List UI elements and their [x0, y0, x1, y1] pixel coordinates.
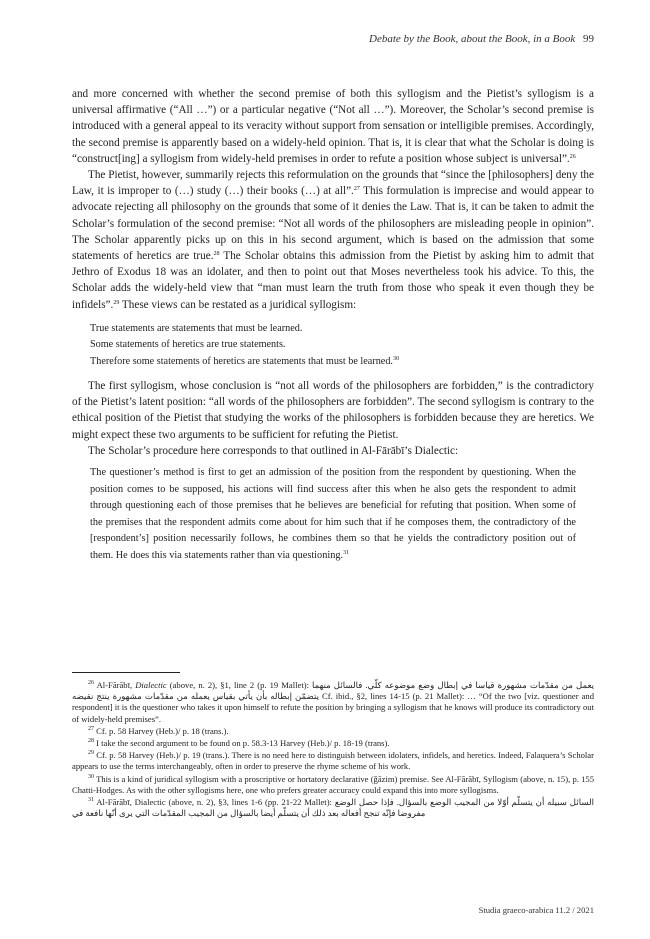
syllogism-line-3-text: Therefore some statements of heretics are statements that must be learned. — [90, 355, 393, 367]
footnote-26-text-a: Al-Fārābī, — [96, 680, 136, 690]
footnote-num-26: 26 — [88, 680, 94, 686]
footnote-num-28: 28 — [88, 738, 94, 745]
running-title: Debate by the Book, about the Book, in a Book — [369, 33, 576, 45]
footnote-29-text: Cf. p. 58 Harvey (Heb.)/ p. 19 (trans.). There is no need here to distinguish between idolaters, infidels, and heretics. Indeed, Falaquera’s Scholar appears to use the terms interchangeably, often in order to preserve the rhyme scheme of his work. — [72, 750, 594, 772]
running-header — [369, 33, 594, 45]
paragraph-1-text: and more concerned with whether the second premise of both this syllogism and the Pietist’s syllogism is a universal affirmative (“All …”) or a particular negative (“Not all …”). Moreover, the Scholar’s second premise is introduced with a general appeal to its veracity without support from sensation or intelligible premises. Accordingly, the second premise is apparently based on a widely-held opinion. That is, it is clear that what the Scholar is doing is “construct[ing] a syllogism from widely-held premises in order to refute a position whose subject is universal”. — [72, 88, 594, 165]
footnote-28 — [72, 738, 594, 749]
page-number: 99 — [583, 33, 594, 45]
footnote-27-text: Cf. p. 58 Harvey (Heb.)/ p. 18 (trans.). — [96, 725, 229, 736]
paragraph-3: The first syllogism, whose conclusion is “not all words of the philosophers are forbidden,” is the contradictory of the Pietist’s latent position: “all words of the philosophers are forbidden”. The second syllogism is contrary to the ethical position of the Pietist that studying the works of the philosophers is forbidden because they are heretics. We might expect these two arguments to be sufficient for refuting the Pietist. — [72, 380, 594, 441]
block-quote-text: The questioner’s method is first to get an admission of the position from the respondent by questioning. When the position comes to be supposed, his actions will find success after this when he also gets the respondent to admit through questioning each of those premises that he believes are beneficial for refuting that position. When some of the premises that the respondent admits come about for him such that if he composes them, the contradictory of the [respondent’s] position necessarily follows, he combines them so that he yields the contradictory position out of them. He does this via statements rather than via questioning. — [90, 467, 576, 562]
footnote-26-text-c: Cf. ibid., §2, lines 14-15 (p. 21 Mallet): … “Of the two [viz. questioner and respondent] it is the questioner who takes it upon himself to refute the position by bringing a syllogism that he knows will produce its contradictory out of widely-held premises”. — [72, 691, 595, 724]
footnote-ref-30[interactable]: 30 — [392, 355, 399, 362]
footnote-ref-29[interactable]: 29 — [113, 299, 120, 306]
footnote-26-text-b: (above, n. 2), §1, line 2 (p. 19 Mallet): — [166, 680, 313, 690]
footnote-num-31: 31 — [88, 797, 94, 804]
syllogism-line-3 — [90, 354, 594, 370]
journal-footer: Studia graeco-arabica 11.2 / 2021 — [478, 905, 594, 915]
footnote-ref-27[interactable]: 27 — [353, 186, 360, 193]
paragraph-2-text-b: This formulation is imprecise and would appear to advocate rejecting all philosophy on the grounds that some of it denies the Law. That is, it can be taken to admit the Scholar’s formulation of the second premise: “Not all words of the philosophers are misleading people in opinion”. The Scholar apparently picks up on this in his second argument, which is based on the admission that some statements of heretics are true. — [72, 185, 594, 263]
block-quote — [90, 465, 576, 565]
paragraph-2-text-a: The Pietist, however, summarily rejects this reformulation on the grounds that “since the [philosophers] deny the Law, it is improper to (…) study (…) their books (…) at all”. — [72, 169, 594, 198]
syllogism-line-1: True statements are statements that must be learned. — [90, 322, 303, 334]
footnote-ref-26[interactable]: 26 — [569, 153, 576, 160]
footnote-26-italic: Dialectic — [135, 680, 167, 690]
footnote-26 — [72, 680, 594, 725]
footnote-31-arabic: السائل سبيله أن يتسلّم أوّلا من المجيب الوضع بالسؤال. فإذا حصل الوضع مفروضا فإنّه تنجح أفعاله بعد ذلك أن يتسلّم أيضا بالسؤال من المجيب المقدّمات التي يرى أنّها نافعة في — [72, 797, 595, 819]
paragraph-2-text-d: These views can be restated as a juridical syllogism: — [119, 298, 357, 311]
footnote-26-arabic: يعمل من مقدّمات مشهورة قياسا في إبطال وضع موضوعه كلّي. فالسائل منهما يتضمّن إبطاله بأن يأتي بقياس يعمله من مقدّمات مشهورة ينتج نقيضه — [72, 680, 594, 702]
footnote-27 — [72, 726, 594, 737]
paragraph-2-text-c: The Scholar obtains this admission from the Pietist by asking him to admit that Jethro of Exodus 18 was an idolater, and then to point out that Moses nevertheless took his advice. To this, the Scholar adds the widely-held view that “man must learn the truth from those who speak it even though they be infidels”. — [72, 250, 594, 311]
footnote-29 — [72, 750, 594, 772]
footnote-ref-31[interactable]: 31 — [343, 550, 350, 557]
footnote-ref-28[interactable]: 28 — [213, 251, 220, 258]
footnote-30 — [72, 774, 594, 796]
footnote-num-29: 29 — [88, 750, 94, 757]
footnote-28-text: I take the second argument to be found on p. 58.3-13 Harvey (Heb.)/ p. 18-19 (trans). — [96, 738, 390, 749]
paragraph-4: The Scholar’s procedure here corresponds to that outlined in Al-Fārābī’s Dialectic: — [88, 444, 459, 457]
syllogism-line-2: Some statements of heretics are true statements. — [90, 339, 286, 351]
paragraph-1 — [72, 86, 594, 167]
footnotes — [72, 680, 594, 820]
syllogism-block — [90, 321, 594, 370]
footnote-31 — [72, 797, 594, 819]
footnote-num-27: 27 — [88, 725, 94, 732]
footnote-30-text: This is a kind of juridical syllogism with a proscriptive or hortatory declarative (ǧāzim) premise. See Al-Fārābī, Syllogism (above, n. 15), p. 155 Chatti-Hodges. As with the other syllogisms here, one who prefers greater accuracy could expand this into more syllogisms. — [72, 773, 594, 795]
footnote-divider — [72, 672, 180, 673]
footnote-num-30: 30 — [88, 773, 94, 780]
main-text — [72, 86, 594, 565]
paragraph-2 — [72, 167, 594, 313]
footnote-31-text: Al-Fārābī, Dialectic (above, n. 2), §3, lines 1-6 (pp. 21-22 Mallet): — [96, 797, 332, 808]
